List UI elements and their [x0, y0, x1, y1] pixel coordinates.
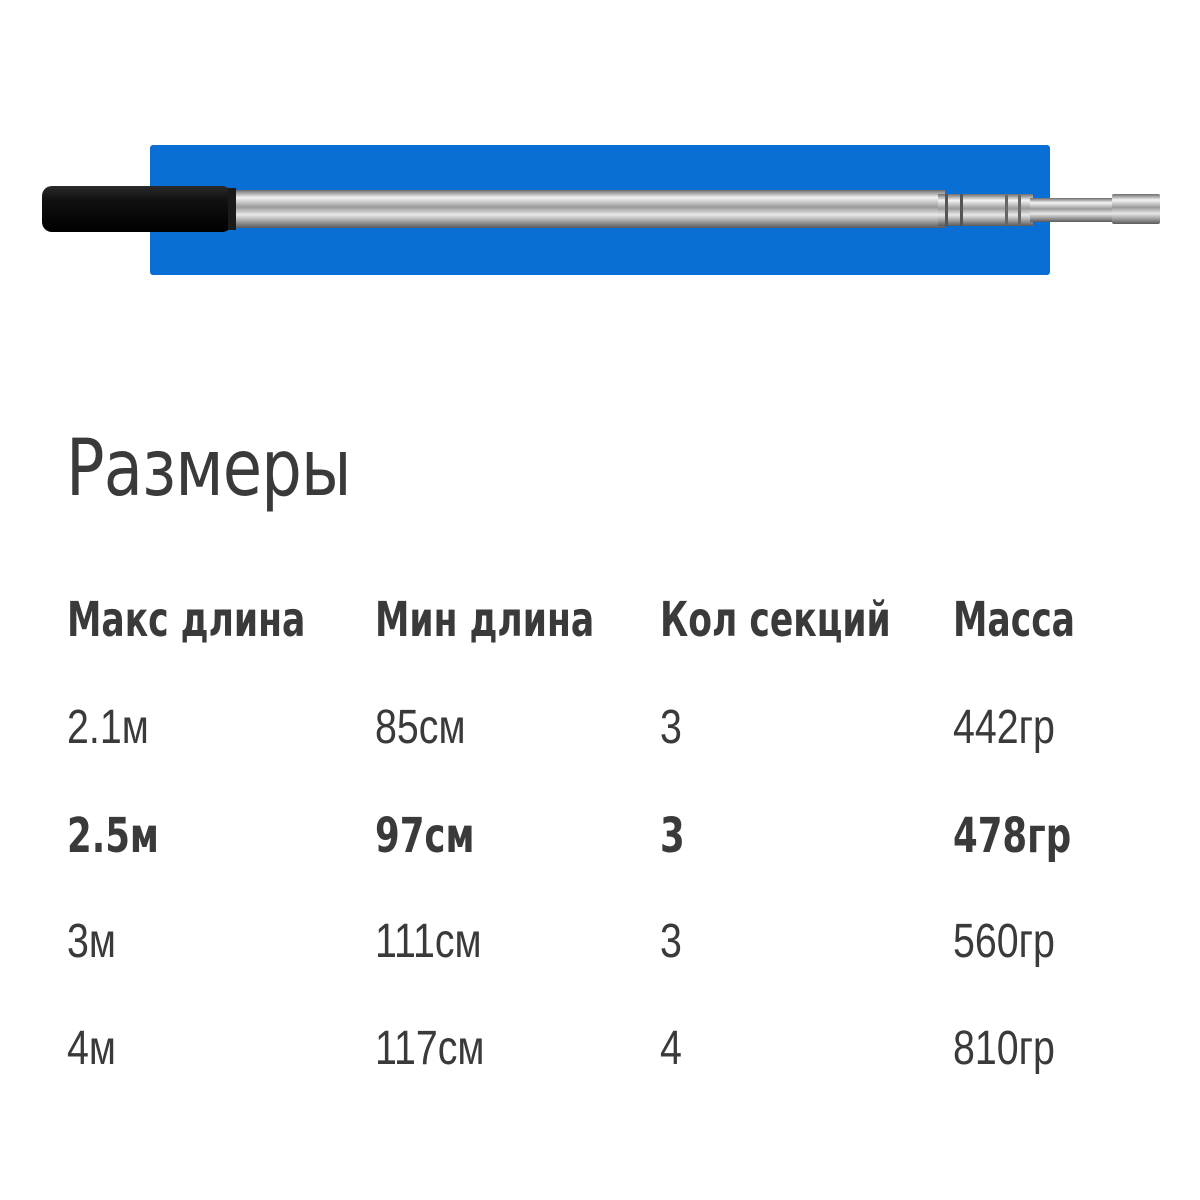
table-cell-weight: 478гр	[953, 808, 1072, 864]
table-cell-weight: 560гр	[953, 915, 1055, 968]
table-cell-weight: 810гр	[953, 1022, 1055, 1075]
table-cell-min-length: 111см	[375, 915, 482, 968]
column-header-min-length: Мин длина	[375, 592, 595, 648]
table-cell-sections: 3	[660, 808, 685, 864]
table-cell-sections: 3	[660, 701, 682, 754]
table-cell-max-length: 2.1м	[67, 701, 149, 754]
page-title: Размеры	[66, 424, 351, 514]
table-cell-max-length: 3м	[67, 915, 116, 968]
column-header-max-length: Макс длина	[67, 592, 306, 648]
table-cell-min-length: 85см	[375, 701, 466, 754]
table-cell-max-length: 4м	[67, 1022, 116, 1075]
column-header-sections: Кол секций	[660, 592, 891, 648]
table-cell-sections: 3	[660, 915, 682, 968]
table-cell-sections: 4	[660, 1022, 682, 1075]
table-cell-weight: 442гр	[953, 701, 1055, 754]
table-cell-max-length: 2.5м	[67, 808, 159, 864]
table-cell-min-length: 117см	[375, 1022, 485, 1075]
table-cell-min-length: 97см	[375, 808, 475, 864]
column-header-weight: Масса	[953, 592, 1076, 648]
